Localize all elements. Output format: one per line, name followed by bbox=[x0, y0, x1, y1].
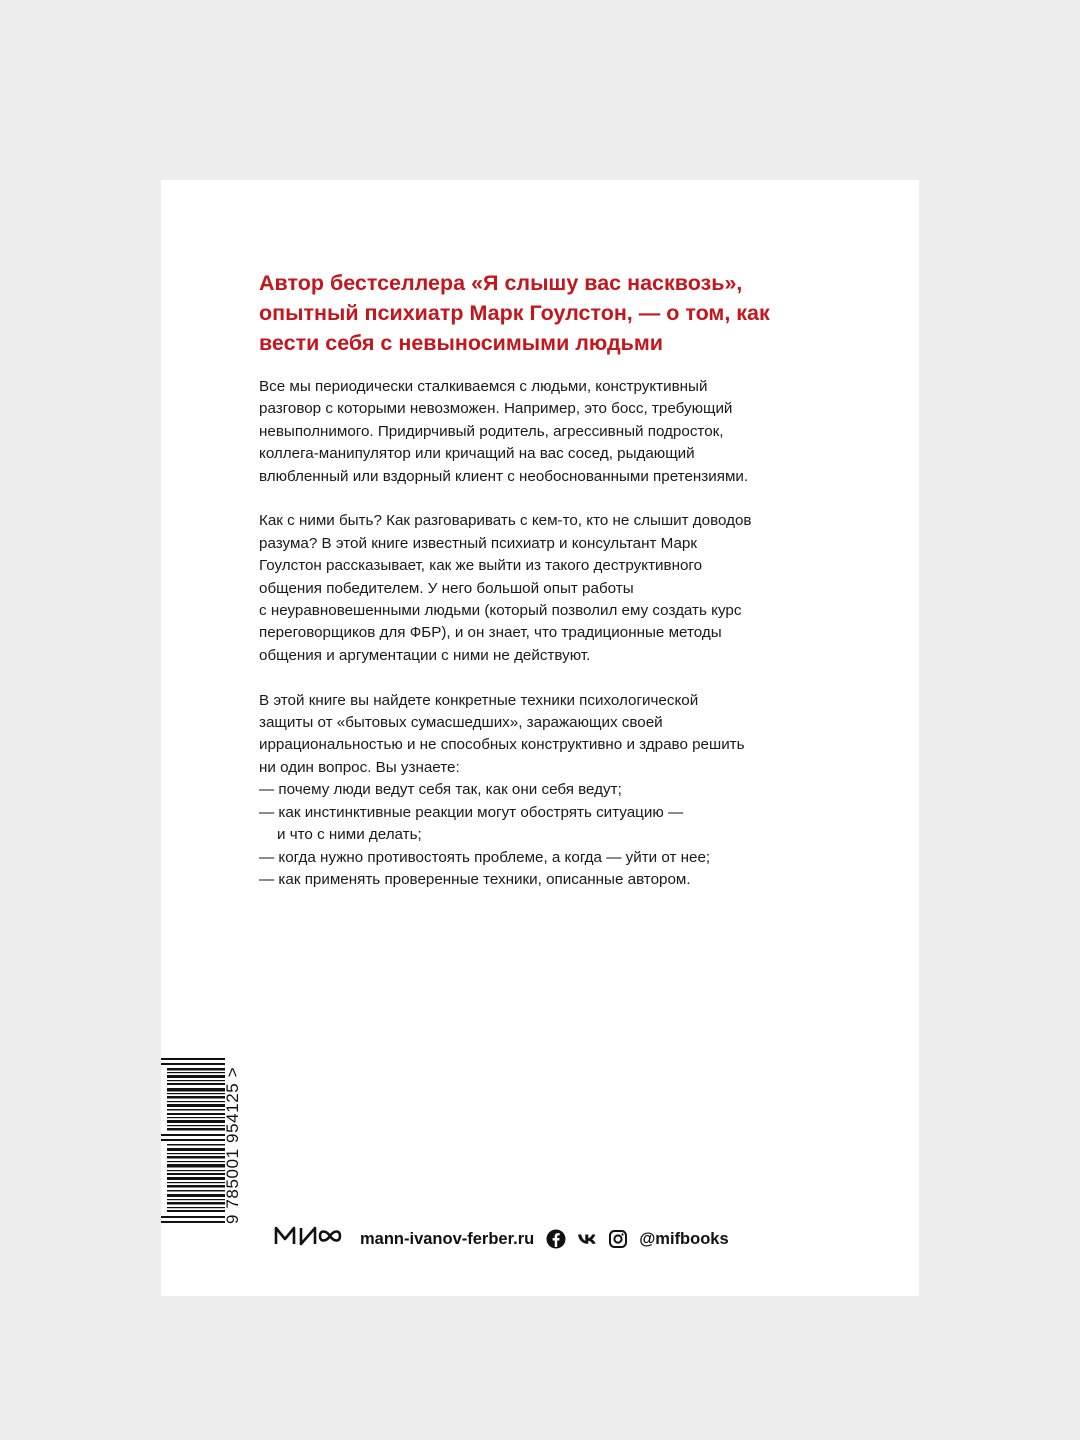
headline-line: вести себя с невыносимыми людьми bbox=[259, 331, 663, 355]
text-line: влюбленный или вздорный клиент с необоснованными претензиями. bbox=[259, 467, 749, 485]
description bbox=[259, 376, 819, 914]
isbn-barcode bbox=[161, 1058, 257, 1224]
text-line: Все мы периодически сталкиваемся с людьми, конструктивный bbox=[259, 378, 708, 395]
text-line: коллега-манипулятор или кричащий на вас сосед, рыдающий bbox=[259, 445, 695, 463]
instagram-icon[interactable] bbox=[608, 1229, 628, 1249]
text-line: иррациональностью и не способных конструктивно и здраво решить bbox=[259, 736, 745, 754]
text-line: защиты от «бытовых сумасшедших», заражающих своей bbox=[259, 714, 663, 732]
headline bbox=[259, 268, 819, 358]
list-item: — почему люди ведут себя так, как они себя ведут; bbox=[259, 781, 622, 799]
list-item-continuation: и что с ними делать; bbox=[277, 826, 422, 844]
list-item: — как инстинктивные реакции могут обострять ситуацию — bbox=[259, 803, 684, 821]
text-line: разговор с которыми невозможен. Например, это босс, требующий bbox=[259, 400, 733, 418]
list-item: — когда нужно противостоять проблеме, а когда — уйти от нее; bbox=[259, 848, 711, 866]
text-line: общения победителем. У него большой опыт работы bbox=[259, 579, 634, 597]
publisher-website[interactable]: mann-ivanov-ferber.ru bbox=[360, 1229, 535, 1248]
paragraph-3 bbox=[259, 690, 819, 892]
list-item: — как применять проверенные техники, описанные автором. bbox=[259, 870, 691, 888]
paragraph-2 bbox=[259, 510, 819, 667]
barcode-bars bbox=[161, 1058, 225, 1224]
publisher-logo bbox=[274, 1225, 346, 1253]
text-line: общения и аргументации с ними не действуют. bbox=[259, 646, 591, 664]
text-line: В этой книге вы найдете конкретные техники психологической bbox=[259, 691, 699, 709]
publisher-footer bbox=[274, 1224, 729, 1254]
headline-line: опытный психиатр Марк Гоулстон, — о том, как bbox=[259, 301, 770, 325]
text-line: разума? В этой книге известный психиатр и консультант Марк bbox=[259, 534, 697, 552]
facebook-icon[interactable] bbox=[546, 1229, 566, 1249]
headline-line: Автор бестселлера «Я слышу вас насквозь», bbox=[259, 271, 743, 295]
isbn-number: 9 785001 954125 > bbox=[223, 1066, 242, 1224]
text-line: переговорщиков для ФБР), и он знает, что традиционные методы bbox=[259, 624, 722, 642]
text-line: невыполнимого. Придирчивый родитель, агрессивный подросток, bbox=[259, 422, 724, 440]
text-line: Гоулстон рассказывает, как же выйти из такого деструктивного bbox=[259, 557, 703, 575]
mif-logo-icon bbox=[274, 1225, 346, 1247]
text-line: ни один вопрос. Вы узнаете: bbox=[259, 758, 460, 776]
paragraph-1 bbox=[259, 376, 819, 488]
vk-icon[interactable] bbox=[577, 1229, 597, 1249]
text-line: Как с ними быть? Как разговаривать с кем-то, кто не слышит доводов bbox=[259, 512, 752, 530]
book-back-cover bbox=[161, 180, 919, 1296]
social-handle[interactable]: @mifbooks bbox=[639, 1229, 729, 1248]
text-line: с неуравновешенными людьми (который позволил ему создать курс bbox=[259, 602, 742, 620]
